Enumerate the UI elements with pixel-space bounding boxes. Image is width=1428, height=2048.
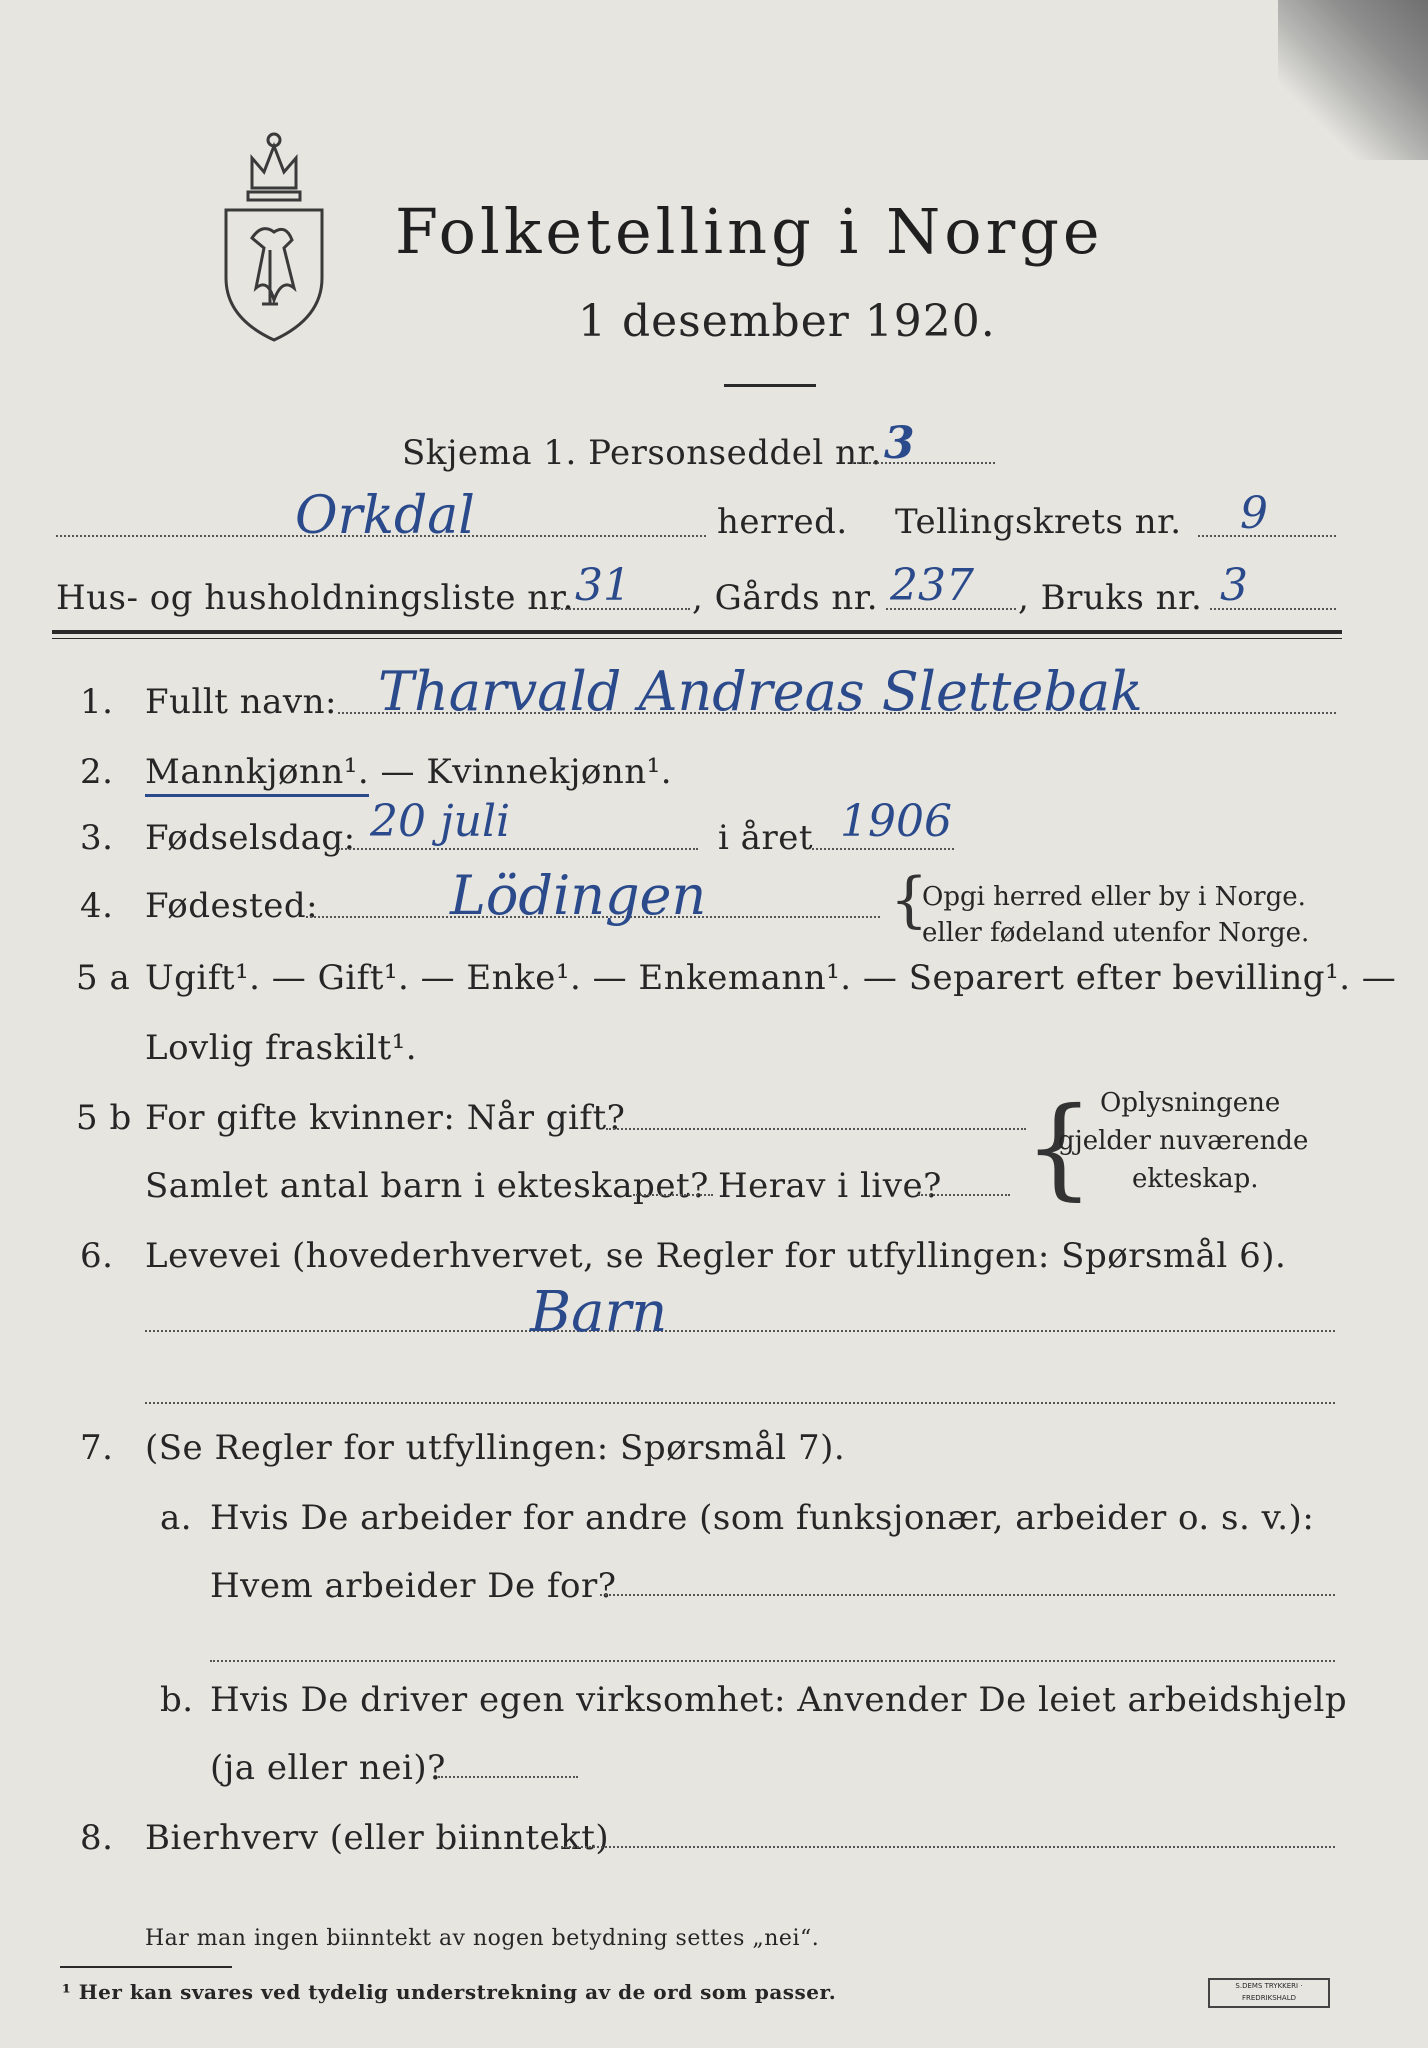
q6-dots-2[interactable] bbox=[145, 1402, 1335, 1404]
q4-number: 4. bbox=[80, 886, 114, 926]
schema-dots bbox=[852, 462, 995, 464]
full-name-value[interactable]: Tharvald Andreas Slettebak bbox=[378, 660, 1143, 723]
gender-female-label: — Kvinnekjønn¹. bbox=[380, 752, 673, 792]
krets-value[interactable]: 9 bbox=[1240, 488, 1268, 539]
q5b-note-line2: gjelder nuværende bbox=[1058, 1126, 1309, 1156]
q8-dots[interactable] bbox=[556, 1846, 1335, 1848]
q6-dots-1 bbox=[145, 1330, 1335, 1332]
q8-number: 8. bbox=[80, 1818, 114, 1858]
herred-value[interactable]: Orkdal bbox=[295, 486, 475, 546]
gards-label: , Gårds nr. bbox=[692, 578, 879, 618]
marital-status-options[interactable]: Ugift¹. — Gift¹. — Enke¹. — Enkemann¹. — Separert efter bevilling¹. — bbox=[145, 958, 1397, 998]
schema-nr-value[interactable]: 3 bbox=[884, 418, 915, 469]
birth-year-value[interactable]: 1906 bbox=[840, 796, 952, 847]
q3-year-label: i året bbox=[718, 818, 813, 858]
q3-year-dots bbox=[812, 848, 954, 850]
q5b-note-line3: ekteskap. bbox=[1132, 1164, 1259, 1194]
gards-value[interactable]: 237 bbox=[890, 560, 974, 611]
q3-label: Fødselsdag: bbox=[145, 818, 356, 858]
hus-label: Hus- og husholdningsliste nr. bbox=[56, 578, 574, 618]
header-rule-top bbox=[52, 630, 1342, 634]
header-rule-bottom bbox=[52, 638, 1342, 639]
q5b-alive-label: Herav i live? bbox=[718, 1166, 942, 1206]
q7b-yesno-dots[interactable] bbox=[438, 1776, 578, 1778]
q5b-married-dots[interactable] bbox=[606, 1128, 1026, 1130]
q4-label: Fødested: bbox=[145, 886, 319, 926]
footnote-rule bbox=[60, 1966, 232, 1968]
census-date: 1 desember 1920. bbox=[578, 296, 996, 347]
coat-of-arms-icon bbox=[212, 128, 336, 346]
bruks-value[interactable]: 3 bbox=[1220, 560, 1248, 611]
hus-value[interactable]: 31 bbox=[575, 560, 631, 611]
q1-label: Fullt navn: bbox=[145, 682, 337, 722]
footnote: ¹ Her kan svares ved tydelig understrekning av de ord som passer. bbox=[62, 1980, 837, 2004]
q5b-number: 5 b bbox=[76, 1098, 132, 1138]
printer-stamp: S.DEMS TRYKKERI · FREDRIKSHALD bbox=[1208, 1978, 1330, 2008]
marital-status-options-2[interactable]: Lovlig fraskilt¹. bbox=[145, 1028, 418, 1068]
q5b-children-dots[interactable] bbox=[633, 1194, 713, 1196]
q5b-brace: { bbox=[1024, 1083, 1094, 1211]
birthplace-value[interactable]: Lödingen bbox=[450, 864, 707, 927]
gender-male-label: Mannkjønn¹. bbox=[145, 752, 369, 797]
title-divider bbox=[724, 384, 816, 387]
torn-corner bbox=[1278, 0, 1428, 160]
gender-male-option[interactable] bbox=[145, 752, 672, 792]
q5b-children-label: Samlet antal barn i ekteskapet? bbox=[145, 1166, 709, 1206]
q6-label: Levevei (hovederhvervet, se Regler for utfyllingen: Spørsmål 6). bbox=[145, 1236, 1287, 1276]
q1-number: 1. bbox=[80, 682, 114, 722]
footer-note: Har man ingen biinntekt av nogen betydning settes „nei“. bbox=[145, 1926, 820, 1951]
q5b-label: For gifte kvinner: Når gift? bbox=[145, 1098, 626, 1138]
q8-label: Bierhverv (eller biinntekt) bbox=[145, 1818, 610, 1858]
birthdate-value[interactable]: 20 juli bbox=[370, 796, 511, 847]
q4-brace: { bbox=[890, 865, 929, 935]
q4-note-line1: Opgi herred eller by i Norge. bbox=[922, 882, 1306, 912]
q7a-employer-dots[interactable] bbox=[600, 1594, 1335, 1596]
krets-label: Tellingskrets nr. bbox=[895, 502, 1182, 542]
q6-number: 6. bbox=[80, 1236, 114, 1276]
q5b-note-line1: Oplysningene bbox=[1100, 1088, 1281, 1118]
q5b-alive-dots[interactable] bbox=[918, 1194, 1010, 1196]
q3-number: 3. bbox=[80, 818, 114, 858]
occupation-value[interactable]: Barn bbox=[530, 1280, 668, 1345]
q7b-label: Hvis De driver egen virksomhet: Anvender De leiet arbeidshjelp bbox=[210, 1680, 1348, 1720]
q2-number: 2. bbox=[80, 752, 114, 792]
schema-label: Skjema 1. Personseddel nr. bbox=[402, 433, 882, 473]
bruks-label: , Bruks nr. bbox=[1018, 578, 1203, 618]
q7b-yesno-label: (ja eller nei)? bbox=[210, 1748, 446, 1788]
q5a-number: 5 a bbox=[76, 958, 131, 998]
q7-number: 7. bbox=[80, 1428, 114, 1468]
q7-label: (Se Regler for utfyllingen: Spørsmål 7). bbox=[145, 1428, 846, 1468]
q7a-letter: a. bbox=[160, 1498, 193, 1538]
q7b-letter: b. bbox=[160, 1680, 194, 1720]
form-title: Folketelling i Norge bbox=[395, 195, 1104, 268]
q7a-employer-dots-2[interactable] bbox=[210, 1660, 1335, 1662]
herred-label: herred. bbox=[717, 502, 848, 542]
q4-note-line2: eller fødeland utenfor Norge. bbox=[922, 918, 1310, 948]
q3-dots bbox=[338, 848, 698, 850]
q7a-label: Hvis De arbeider for andre (som funksjonær, arbeider o. s. v.): bbox=[210, 1498, 1315, 1538]
q7a-employer-label: Hvem arbeider De for? bbox=[210, 1566, 617, 1606]
